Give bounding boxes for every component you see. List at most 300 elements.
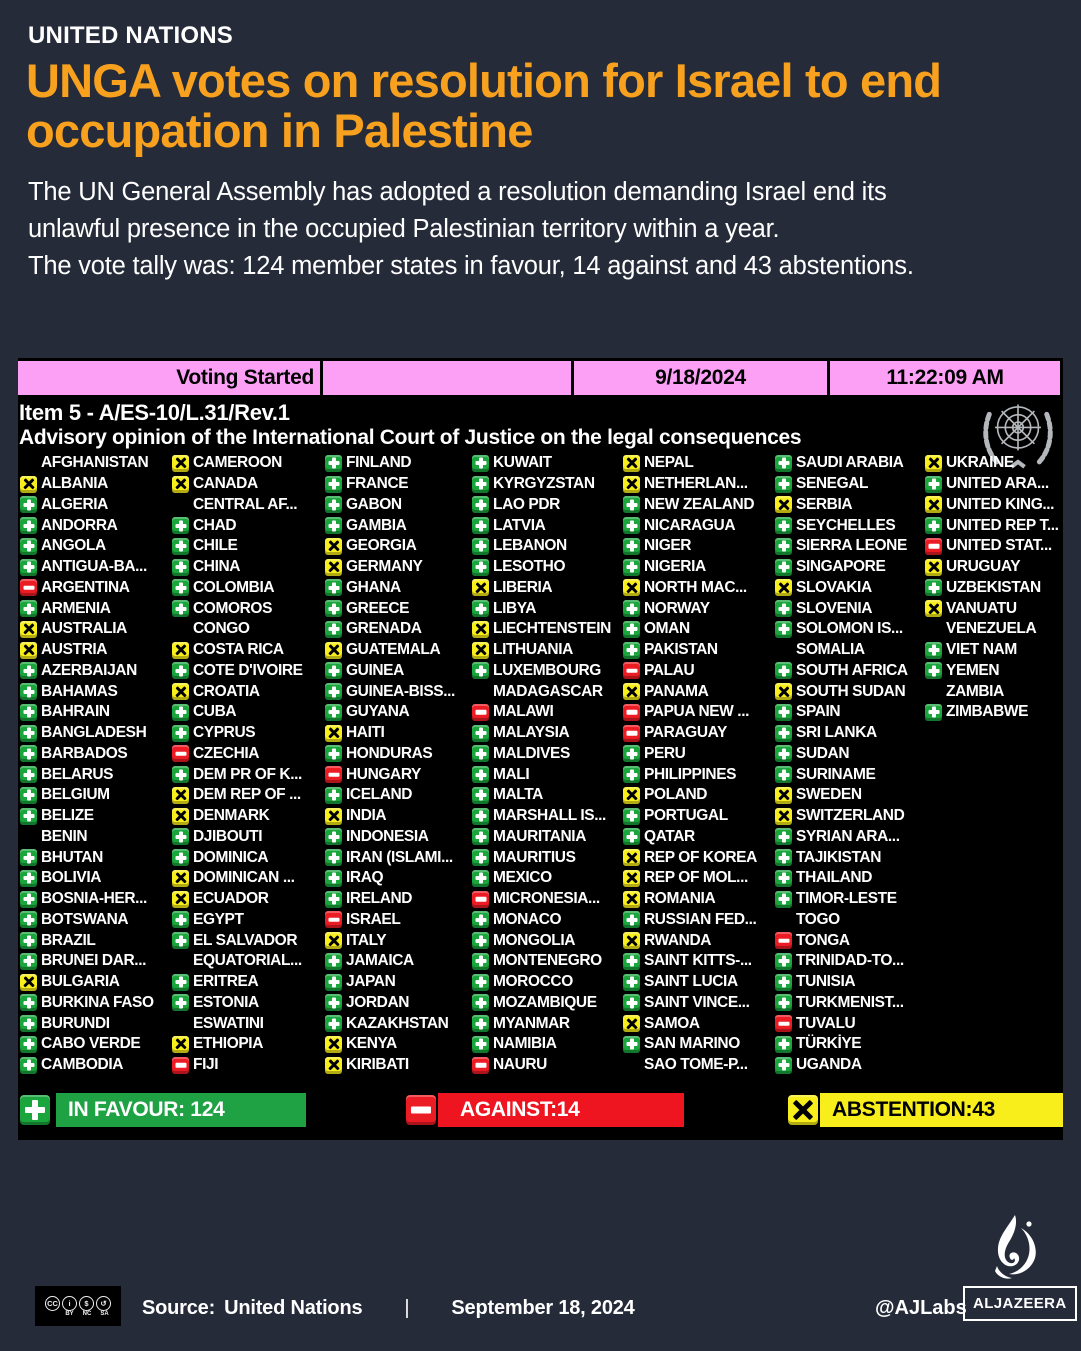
country-row <box>623 806 775 827</box>
country-row <box>623 930 775 951</box>
country-name: ISRAEL <box>346 910 401 928</box>
country-name: ROMANIA <box>644 890 716 908</box>
in-favour-icon <box>925 662 942 679</box>
abstention-icon <box>172 683 189 700</box>
country-name: CONGO <box>193 620 250 638</box>
country-name: SYRIAN ARA... <box>796 827 900 845</box>
country-row <box>325 661 472 682</box>
in-favour-icon <box>20 994 37 1011</box>
country-row <box>925 661 1063 682</box>
in-favour-icon <box>325 600 342 617</box>
abstention-icon <box>20 642 37 659</box>
abstention-icon <box>172 1036 189 1053</box>
country-name: MARSHALL IS... <box>493 807 606 825</box>
in-favour-icon <box>20 496 37 513</box>
voting-status-label: Voting Started <box>18 361 320 395</box>
country-name: BOTSWANA <box>41 910 129 928</box>
in-favour-icon <box>20 1015 37 1032</box>
in-favour-icon <box>172 579 189 596</box>
in-favour-icon <box>172 559 189 576</box>
country-row <box>472 806 623 827</box>
vote-tally-bar <box>18 1092 1063 1128</box>
country-name: SOUTH AFRICA <box>796 661 908 679</box>
country-name: DOMINICA <box>193 848 269 866</box>
country-name: SUDAN <box>796 744 850 762</box>
voting-status-bar <box>18 361 1063 395</box>
country-name: FRANCE <box>346 475 409 493</box>
in-favour-icon <box>325 1015 342 1032</box>
country-name: VENEZUELA <box>946 620 1037 638</box>
country-name: ECUADOR <box>193 890 269 908</box>
in-favour-icon <box>623 517 640 534</box>
against-icon <box>623 725 640 742</box>
country-name: KYRGYZSTAN <box>493 475 595 493</box>
in-favour-icon <box>172 974 189 991</box>
in-favour-icon <box>172 994 189 1011</box>
country-row <box>925 453 1063 474</box>
country-name: QATAR <box>644 827 695 845</box>
country-name: BHUTAN <box>41 848 103 866</box>
country-row <box>623 474 775 495</box>
country-name: NAMIBIA <box>493 1035 557 1053</box>
against-icon <box>472 704 489 721</box>
in-favour-icon <box>20 600 37 617</box>
country-name: AUSTRIA <box>41 641 108 659</box>
country-row <box>325 723 472 744</box>
country-name: TUVALU <box>796 1014 856 1032</box>
country-row <box>172 619 325 640</box>
country-row <box>472 889 623 910</box>
country-row <box>775 495 925 516</box>
country-row <box>20 806 172 827</box>
in-favour-icon <box>775 662 792 679</box>
country-row <box>472 744 623 765</box>
country-row <box>172 661 325 682</box>
publish-date: September 18, 2024 <box>451 1297 635 1319</box>
country-row <box>20 681 172 702</box>
in-favour-icon <box>20 932 37 949</box>
in-favour-icon <box>325 704 342 721</box>
country-name: PALAU <box>644 661 695 679</box>
country-row <box>623 972 775 993</box>
country-name: GREECE <box>346 599 410 617</box>
country-name: LATVIA <box>493 516 546 534</box>
title-line-1: UNGA votes on resolution for Israel to end <box>26 54 942 107</box>
abstention-icon <box>20 974 37 991</box>
country-row <box>775 889 925 910</box>
source-line <box>142 1297 635 1320</box>
aljazeera-logo-box: ALJAZEERA <box>963 1286 1077 1321</box>
country-name: RUSSIAN FED... <box>644 910 757 928</box>
country-name: ALGERIA <box>41 495 108 513</box>
country-name: ERITREA <box>193 973 259 991</box>
country-name: URUGUAY <box>946 558 1021 576</box>
against-icon <box>623 704 640 721</box>
country-name: KENYA <box>346 1035 397 1053</box>
in-favour-icon <box>472 849 489 866</box>
country-name: DENMARK <box>193 807 270 825</box>
in-favour-icon <box>775 974 792 991</box>
country-name: SOUTH SUDAN <box>796 682 906 700</box>
country-row <box>20 889 172 910</box>
abstention-icon <box>325 932 342 949</box>
voting-time: 11:22:09 AM <box>830 361 1060 395</box>
abstention-icon <box>775 683 792 700</box>
in-favour-icon <box>472 600 489 617</box>
country-name: CYPRUS <box>193 724 256 742</box>
country-name: CHINA <box>193 558 241 576</box>
country-name: BRAZIL <box>41 931 96 949</box>
abstention-icon <box>172 642 189 659</box>
country-row <box>472 474 623 495</box>
country-name: SAN MARINO <box>644 1035 740 1053</box>
country-name: IRELAND <box>346 890 413 908</box>
country-name: NIGER <box>644 537 692 555</box>
in-favour-icon <box>472 766 489 783</box>
in-favour-icon <box>775 725 792 742</box>
country-name: EGYPT <box>193 910 244 928</box>
country-row <box>623 515 775 536</box>
in-favour-icon <box>472 725 489 742</box>
country-name: MALI <box>493 765 530 783</box>
country-name: ARGENTINA <box>41 578 130 596</box>
country-row <box>623 619 775 640</box>
in-favour-icon <box>775 891 792 908</box>
country-row <box>20 868 172 889</box>
country-name: TRINIDAD-TO... <box>796 952 904 970</box>
country-name: PERU <box>644 744 686 762</box>
abstention-icon <box>623 891 640 908</box>
in-favour-icon <box>172 704 189 721</box>
country-name: GERMANY <box>346 558 423 576</box>
abstention-icon <box>325 559 342 576</box>
ajlabs-credit: @AJLabs <box>875 1297 967 1319</box>
country-name: DEM REP OF ... <box>193 786 301 804</box>
country-name: JAMAICA <box>346 952 414 970</box>
abstention-icon <box>925 496 942 513</box>
country-row <box>472 1055 623 1076</box>
country-row <box>472 578 623 599</box>
in-favour-icon <box>20 870 37 887</box>
country-row <box>172 1055 325 1076</box>
in-favour-icon <box>325 455 342 472</box>
country-row <box>172 889 325 910</box>
country-name: CANADA <box>193 475 258 493</box>
country-name: PAPUA NEW ... <box>644 703 750 721</box>
abstention-icon <box>325 538 342 555</box>
abstention-icon <box>775 808 792 825</box>
country-name: GABON <box>346 495 402 513</box>
country-row <box>325 806 472 827</box>
country-row <box>623 536 775 557</box>
country-name: MALDIVES <box>493 744 570 762</box>
country-name: NEPAL <box>644 454 694 472</box>
country-name: HUNGARY <box>346 765 421 783</box>
in-favour-icon <box>172 662 189 679</box>
in-favour-icon <box>775 517 792 534</box>
in-favour-icon <box>775 849 792 866</box>
country-name: NETHERLAN... <box>644 475 748 493</box>
in-favour-icon <box>325 994 342 1011</box>
country-row <box>325 702 472 723</box>
country-name: ESWATINI <box>193 1014 264 1032</box>
country-row <box>775 578 925 599</box>
in-favour-icon <box>623 994 640 1011</box>
country-row <box>325 785 472 806</box>
cc-license-badge <box>35 1286 121 1326</box>
in-favour-icon <box>325 579 342 596</box>
country-row <box>472 993 623 1014</box>
abstention-icon <box>472 642 489 659</box>
country-row <box>623 453 775 474</box>
no-vote-spacer <box>20 828 37 845</box>
country-name: SAO TOME-P... <box>644 1056 748 1074</box>
no-vote-spacer <box>925 621 942 638</box>
against-icon <box>472 1057 489 1074</box>
in-favour-icon <box>20 891 37 908</box>
country-name: KUWAIT <box>493 454 552 472</box>
country-name: NICARAGUA <box>644 516 736 534</box>
country-name: NEW ZEALAND <box>644 495 755 513</box>
cc-license-labels <box>65 1311 108 1317</box>
vote-column-7 <box>925 453 1063 1076</box>
country-name: COLOMBIA <box>193 578 275 596</box>
country-name: CHAD <box>193 516 237 534</box>
in-favour-icon <box>325 953 342 970</box>
no-vote-spacer <box>472 683 489 700</box>
in-favour-icon <box>775 621 792 638</box>
country-row <box>172 681 325 702</box>
country-name: LIECHTENSTEIN <box>493 620 611 638</box>
country-row <box>925 619 1063 640</box>
country-name: CUBA <box>193 703 237 721</box>
country-name: PHILIPPINES <box>644 765 737 783</box>
country-name: MONGOLIA <box>493 931 576 949</box>
country-row <box>325 744 472 765</box>
country-row <box>623 744 775 765</box>
in-favour-icon <box>623 745 640 762</box>
intro-line-1: The UN General Assembly has adopted a resolution demanding Israel end its <box>28 178 887 206</box>
country-row <box>172 640 325 661</box>
country-row <box>325 847 472 868</box>
country-row <box>472 723 623 744</box>
country-name: EL SALVADOR <box>193 931 298 949</box>
country-name: BURUNDI <box>41 1014 110 1032</box>
no-vote-spacer <box>775 642 792 659</box>
agenda-item-id: Item 5 - A/ES-10/L.31/Rev.1 <box>19 400 290 425</box>
in-favour-icon <box>20 1057 37 1074</box>
country-name: PORTUGAL <box>644 807 728 825</box>
country-row <box>925 702 1063 723</box>
in-favour-icon <box>325 683 342 700</box>
country-name: ETHIOPIA <box>193 1035 264 1053</box>
country-row <box>623 827 775 848</box>
country-row <box>172 868 325 889</box>
in-favour-icon <box>325 828 342 845</box>
country-name: TIMOR-LESTE <box>796 890 897 908</box>
in-favour-icon <box>775 828 792 845</box>
country-name: COMOROS <box>193 599 273 617</box>
no-vote-spacer <box>172 1015 189 1032</box>
country-row <box>172 972 325 993</box>
country-row <box>623 951 775 972</box>
in-favour-icon <box>20 849 37 866</box>
country-name: ESTONIA <box>193 993 259 1011</box>
country-name: LITHUANIA <box>493 641 573 659</box>
no-vote-spacer <box>172 496 189 513</box>
country-name: COTE D'IVOIRE <box>193 661 303 679</box>
country-name: CHILE <box>193 537 238 555</box>
country-name: PANAMA <box>644 682 709 700</box>
vote-column-2 <box>172 453 325 1076</box>
country-name: TÜRKİYE <box>796 1035 862 1053</box>
in-favour-icon <box>472 911 489 928</box>
country-name: PAKISTAN <box>644 641 718 659</box>
country-row <box>775 702 925 723</box>
country-row <box>925 495 1063 516</box>
source-label: Source: <box>142 1297 216 1319</box>
country-name: SURINAME <box>796 765 876 783</box>
country-row <box>172 993 325 1014</box>
country-row <box>172 1013 325 1034</box>
country-name: SAMOA <box>644 1014 700 1032</box>
in-favour-icon <box>172 828 189 845</box>
country-row <box>20 1013 172 1034</box>
against-icon <box>172 1057 189 1074</box>
abstention-total: ABSTENTION:43 <box>820 1093 1063 1127</box>
against-icon <box>925 538 942 555</box>
country-name: ANTIGUA-BA... <box>41 558 147 576</box>
country-name: UKRAINE <box>946 454 1014 472</box>
country-row <box>20 723 172 744</box>
country-row <box>775 806 925 827</box>
abstention-icon <box>172 808 189 825</box>
country-row <box>472 536 623 557</box>
in-favour-icon <box>775 600 792 617</box>
in-favour-icon <box>472 662 489 679</box>
country-name: NORWAY <box>644 599 710 617</box>
country-row <box>775 474 925 495</box>
in-favour-icon <box>472 932 489 949</box>
country-row <box>172 951 325 972</box>
country-name: TONGA <box>796 931 850 949</box>
country-name: TURKMENIST... <box>796 993 904 1011</box>
country-name: SOLOMON IS... <box>796 620 903 638</box>
country-name: BAHRAIN <box>41 703 110 721</box>
country-name: MALTA <box>493 786 543 804</box>
country-row <box>925 681 1063 702</box>
country-row <box>20 930 172 951</box>
country-row <box>472 868 623 889</box>
in-favour-icon <box>623 496 640 513</box>
country-name: TAJIKISTAN <box>796 848 881 866</box>
in-favour-icon <box>623 559 640 576</box>
country-row <box>775 764 925 785</box>
country-name: BELARUS <box>41 765 114 783</box>
country-row <box>925 515 1063 536</box>
country-row <box>472 951 623 972</box>
country-name: BULGARIA <box>41 973 120 991</box>
abstention-icon <box>925 600 942 617</box>
abstention-icon <box>623 849 640 866</box>
cc-nc-label: NC <box>82 1310 92 1317</box>
country-row <box>172 557 325 578</box>
abstention-icon <box>172 870 189 887</box>
against-icon <box>325 766 342 783</box>
in-favour-icon <box>623 642 640 659</box>
country-row <box>775 827 925 848</box>
country-row <box>325 578 472 599</box>
country-row <box>925 640 1063 661</box>
country-row <box>325 1013 472 1034</box>
country-row <box>325 1034 472 1055</box>
country-name: VANUATU <box>946 599 1017 617</box>
country-row <box>925 557 1063 578</box>
country-name: RWANDA <box>644 931 712 949</box>
country-row <box>623 640 775 661</box>
country-name: BENIN <box>41 827 88 845</box>
country-name: AUSTRALIA <box>41 620 127 638</box>
cc-icon: CC <box>45 1296 60 1311</box>
abstention-icon <box>325 642 342 659</box>
country-row <box>172 785 325 806</box>
against-icon <box>406 1095 436 1125</box>
no-vote-spacer <box>775 911 792 928</box>
country-name: UGANDA <box>796 1056 862 1074</box>
abstention-icon <box>775 496 792 513</box>
country-name: YEMEN <box>946 661 1000 679</box>
country-row <box>20 495 172 516</box>
country-name: BELIZE <box>41 807 94 825</box>
country-name: CROATIA <box>193 682 260 700</box>
country-name: CZECHIA <box>193 744 260 762</box>
country-name: SAINT KITTS-... <box>644 952 752 970</box>
abstention-icon <box>925 455 942 472</box>
country-row <box>775 847 925 868</box>
country-row <box>20 1034 172 1055</box>
country-name: MAURITANIA <box>493 827 587 845</box>
in-favour-icon <box>172 932 189 949</box>
country-row <box>623 598 775 619</box>
country-row <box>20 744 172 765</box>
country-name: NAURU <box>493 1056 547 1074</box>
country-name: SLOVAKIA <box>796 578 872 596</box>
in-favour-icon <box>775 870 792 887</box>
country-row <box>623 661 775 682</box>
in-favour-icon <box>472 828 489 845</box>
in-favour-icon <box>325 849 342 866</box>
country-name: GEORGIA <box>346 537 417 555</box>
in-favour-icon <box>325 870 342 887</box>
in-favour-icon <box>20 1095 50 1125</box>
country-row <box>325 557 472 578</box>
country-name: LIBERIA <box>493 578 553 596</box>
in-favour-icon <box>623 953 640 970</box>
in-favour-icon <box>472 1015 489 1032</box>
in-favour-icon <box>20 745 37 762</box>
country-name: UNITED REP T... <box>946 516 1059 534</box>
in-favour-total: IN FAVOUR: 124 <box>56 1093 306 1127</box>
no-vote-spacer <box>172 953 189 970</box>
abstention-icon <box>623 870 640 887</box>
country-name: TUNISIA <box>796 973 856 991</box>
country-row <box>325 951 472 972</box>
no-vote-spacer <box>20 455 37 472</box>
country-name: FIJI <box>193 1056 219 1074</box>
against-icon <box>775 932 792 949</box>
country-row <box>775 930 925 951</box>
in-favour-icon <box>925 476 942 493</box>
